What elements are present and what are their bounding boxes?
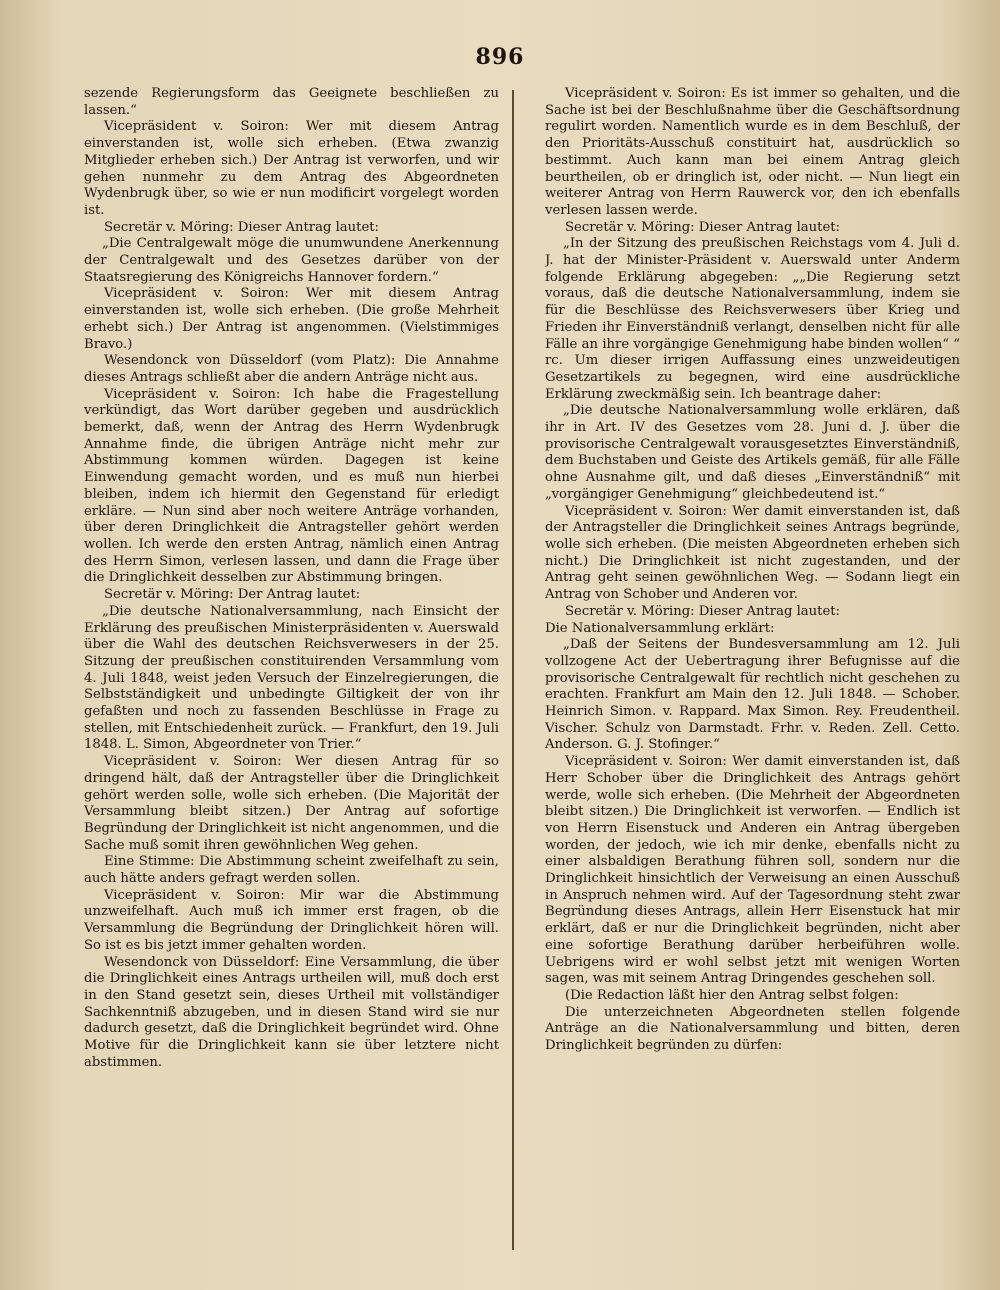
paragraph: (Die Redaction läßt hier den Antrag selbst folgen:	[565, 987, 899, 1003]
paragraph: Die unterzeichneten Abgeordneten stellen folgende Anträge an die Nationalversammlung und bitten, deren Dringlichkeit begründen zu dürfen:	[545, 1004, 960, 1054]
left-column	[84, 86, 499, 1276]
paragraph: Vicepräsident v. Soiron: Wer mit diesem Antrag einverstanden ist, wolle sich erheben. (Die große Mehrheit erhebt sich.) Der Antrag ist angenommen. (Vielstimmiges Bravo.)	[84, 286, 499, 352]
paragraph: Wesendonck von Düsseldorf: Eine Versammlung, die über die Dringlichkeit eines Antrags urtheilen will, muß doch erst in den Stand gesetzt sein, dieses Urtheil mit vollständiger Sachkenntniß abzugeben, und in diesen Stand wird sie nur dadurch gesetzt, daß die Dringlichkeit begründet wird. Ohne Motive für die Dringlichkeit kann sie über letztere nicht abstimmen.	[84, 954, 499, 1070]
paragraph: Vicepräsident v. Soiron: Wer damit einverstanden ist, daß der Antragsteller die Dringlichkeit seines Antrags begründe, wolle sich erheben. (Die meisten Abgeordneten erheben sich nicht.) Die Dringlichkeit ist nicht zugestanden, und der Antrag geht seinen gewöhnlichen Weg. — Sodann liegt ein Antrag von Schober und Anderen vor.	[545, 503, 960, 603]
paragraph: Secretär v. Möring: Dieser Antrag lautet:	[565, 603, 840, 619]
column-divider	[512, 90, 514, 1250]
paragraph: Vicepräsident v. Soiron: Mir war die Abstimmung unzweifelhaft. Auch muß ich immer erst fragen, ob die Versammlung die Begründung der Dringlichkeit hören will. So ist es bis jetzt immer gehalten worden.	[84, 887, 499, 953]
paragraph: Vicepräsident v. Soiron: Ich habe die Fragestellung verkündigt, das Wort darüber gegeben und ausdrücklich bemerkt, daß, wenn der Antrag des Herrn Wydenbrugk Annahme finde, die übrigen Anträge nicht mehr zur Abstimmung kommen würden. Dagegen ist keine Einwendung gemacht worden, und es muß nun hierbei bleiben, indem ich hiermit den Gegenstand für erledigt erkläre. — Nun sind aber noch weitere Anträge vorhanden, über deren Dringlichkeit die Antragsteller gehört werden wollen. Ich werde den ersten Antrag, nämlich einen Antrag des Herrn Simon, verlesen lassen, und dann die Frage über die Dringlichkeit desselben zur Abstimmung bringen.	[84, 386, 499, 586]
quoted-motion: „Daß der Seitens der Bundesversammlung am 12. Juli vollzogene Act der Uebertragung ihrer Befugnisse auf die provisorische Centralgewalt für rechtlich nicht geschehen zu erachten. Frankfurt am Main den 12. Juli 1848. — Schober. Heinrich Simon. v. Rappard. Max Simon. Rey. Freudentheil. Vischer. Schulz von Darmstadt. Frhr. v. Reden. Zell. Cetto. Anderson. G. J. Stofinger.“	[545, 637, 960, 753]
paragraph: Vicepräsident v. Soiron: Wer mit diesem Antrag einverstanden ist, wolle sich erheben. (Etwa zwanzig Mitglieder erheben sich.) Der Antrag ist verworfen, und wir gehen nunmehr zu dem Antrag des Abgeordneten Wydenbrugk über, so wie er nun modificirt vorgelegt worden ist.	[84, 119, 499, 218]
paragraph: Secretär v. Möring: Dieser Antrag lautet:	[565, 219, 840, 235]
quoted-motion: „Die deutsche Nationalversammlung wolle erklären, daß ihr in Art. IV des Gesetzes vom 28. Juni d. J. über die provisorische Centralgewalt vorausgesetztes Einverständniß, dem Buchstaben und Geiste des Artikels gemäß, für alle Fälle ohne Ausnahme gilt, und daß dieses „Einverständniß“ mit „vorgängiger Genehmigung“ gleichbedeutend ist.“	[545, 403, 960, 502]
paragraph: Die Nationalversammlung erklärt:	[545, 620, 775, 636]
quoted-motion: „Die deutsche Nationalversammlung, nach Einsicht der Erklärung des preußischen Ministerpräsidenten v. Auerswald über die Wahl des deutschen Reichsverwesers in der 25. Sitzung der preußischen constituirenden Versammlung vom 4. Juli 1848, weist jeden Versuch der Einzelregierungen, die Selbstständigkeit und unbedingte Giltigkeit der von ihr gefaßten und noch zu fassenden Beschlüsse in Frage zu stellen, mit Entschiedenheit zurück. — Frankfurt, den 19. Juli 1848. L. Simon, Abgeordneter von Trier.“	[84, 603, 499, 753]
paragraph: Eine Stimme: Die Abstimmung scheint zweifelhaft zu sein, auch hätte anders gefragt werden sollen.	[84, 854, 499, 887]
right-column	[545, 86, 960, 1276]
page-number: 896	[475, 44, 525, 70]
quoted-motion: „In der Sitzung des preußischen Reichstags vom 4. Juli d. J. hat der Minister-Präsident v. Auerswald unter Anderm folgende Erklärung abgegeben: „„Die Regierung setzt voraus, daß die deutsche Nationalversammlung, indem sie für die Beschlüsse des Reichsverwesers über Krieg und Frieden ihr Einverständniß verlangt, denselben nicht für alle Fälle an ihre vorgängige Genehmigung habe binden wollen“ “ rc. Um dieser irrigen Auffassung eines unzweideutigen Gesetzartikels zu begegnen, wird eine ausdrückliche Erklärung zweckmäßig sein. Ich beantrage daher:	[545, 236, 960, 402]
paragraph: Secretär v. Möring: Der Antrag lautet:	[104, 587, 361, 603]
paragraph: Secretär v. Möring: Dieser Antrag lautet:	[104, 219, 379, 235]
paragraph: sezende Regierungsform das Geeignete beschließen zu lassen.“	[84, 86, 499, 118]
paragraph: Wesendonck von Düsseldorf (vom Platz): Die Annahme dieses Antrags schließt aber die andern Anträge nicht aus.	[84, 353, 499, 385]
paragraph: Vicepräsident v. Soiron: Wer diesen Antrag für so dringend hält, daß der Antragsteller über die Dringlichkeit gehört werden solle, wolle sich erheben. (Die Majorität der Versammlung bleibt sitzen.) Der Antrag auf sofortige Begründung der Dringlichkeit ist nicht angenommen, und die Sache muß somit ihren gewöhnlichen Weg gehen.	[84, 754, 499, 853]
quoted-motion: „Die Centralgewalt möge die unumwundene Anerkennung der Centralgewalt und des Gesetzes darüber von der Staatsregierung des Königreichs Hannover fordern.“	[84, 236, 499, 285]
paragraph: Vicepräsident v. Soiron: Es ist immer so gehalten, und die Sache ist bei der Beschlußnahme über die Geschäftsordnung regulirt worden. Namentlich wurde es in dem Beschluß, der den Prioritäts-Ausschuß constituirt hat, ausdrücklich so bestimmt. Auch kann man bei einem Antrag gleich beurtheilen, ob er dringlich ist, oder nicht. — Nun liegt ein weiterer Antrag von Herrn Rauwerck vor, den ich ebenfalls verlesen lassen werde.	[545, 86, 960, 218]
paragraph: Vicepräsident v. Soiron: Wer damit einverstanden ist, daß Herr Schober über die Dringlichkeit des Antrags gehört werde, wolle sich erheben. (Die Mehrheit der Abgeordneten bleibt sitzen.) Die Dringlichkeit ist verworfen. — Endlich ist von Herrn Eisenstuck und Anderen ein Antrag übergeben worden, der jedoch, wie ich mir denke, ebenfalls nicht zu einer alsbaldigen Berathung führen soll, sondern nur die Dringlichkeit hinsichtlich der Verweisung an einen Ausschuß in Anspruch nehmen wird. Auf der Tagesordnung steht zwar Begründung dieses Antrags, allein Herr Eisenstuck hat mir erklärt, daß er nur die Dringlichkeit begründen, nicht aber eine sofortige Berathung darüber herbeiführen wolle. Uebrigens wird er wohl selbst jetzt mit wenigen Worten sagen, was mit seinem Antrag Dringendes geschehen soll.	[545, 754, 960, 987]
